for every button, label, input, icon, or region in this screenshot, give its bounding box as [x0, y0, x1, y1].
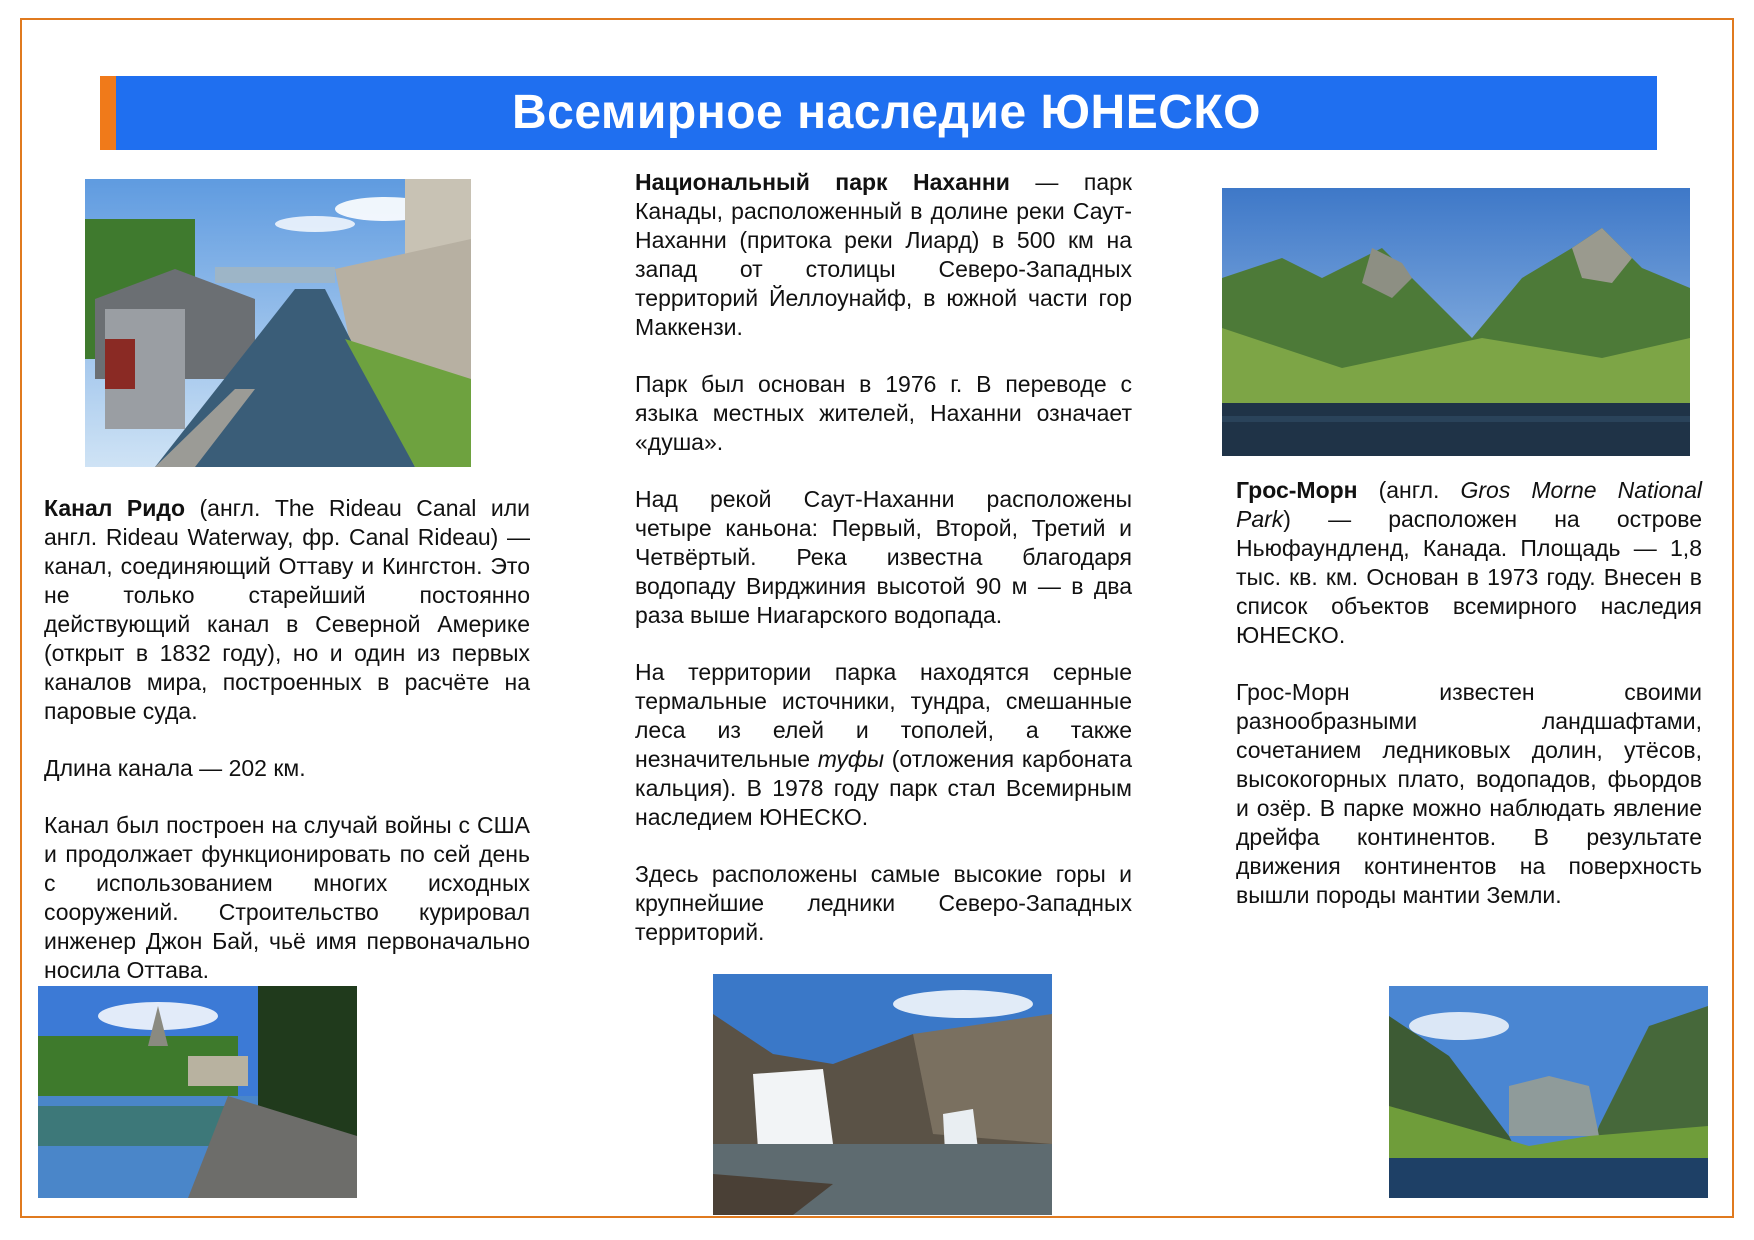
- virginia-falls-photo: [713, 974, 1052, 1215]
- page-title: Всемирное наследие ЮНЕСКО: [511, 86, 1262, 139]
- gros-morne-text: [1236, 476, 1702, 938]
- nahanni-paragraph-1: Национальный парк Наханни — парк Канады, расположенный в долине реки Саут-Наханни (притока реки Лиард) в 500 км на запад от столицы Северо-Западных территорий Йеллоунайф, в южной части гор Маккензи.: [635, 169, 1132, 340]
- rideau-name: Канал Ридо: [44, 495, 186, 521]
- rideau-paragraph-3: Канал был построен на случай войны с США и продолжает функционировать по сей день с использованием многих исходных сооружений. Строительство курировал инженер Джон Бай, чьё имя первоначально носила Оттава.: [44, 812, 530, 983]
- nahanni-paragraph-5: Здесь расположены самые высокие горы и крупнейшие ледники Северо-Западных территорий.: [635, 861, 1132, 945]
- nahanni-name: Национальный парк Наханни: [635, 169, 1010, 195]
- rideau-paragraph-2: Длина канала — 202 км.: [44, 755, 306, 781]
- ottawa-canal-photo: [38, 986, 357, 1198]
- title-banner-accent: [100, 76, 116, 150]
- gros-morne-name: Грос-Морн: [1236, 477, 1358, 503]
- gros-morne-paragraph-1: Грос-Морн (англ. Gros Morne National Park) — расположен на острове Ньюфаундленд, Канада. Площадь — 1,8 тыс. кв. км. Основан в 1973 году. Внесен в список объектов всемирного наследия ЮНЕСКО.: [1236, 477, 1702, 648]
- nahanni-paragraph-4: На территории парка находятся серные термальные источники, тундра, смешанные леса из елей и тополей, а также незначительные туфы (отложения карбоната кальция). В 1978 году парк стал Всемирным наследием ЮНЕСКО.: [635, 659, 1132, 830]
- rideau-canal-text: [44, 494, 530, 1013]
- nahanni-paragraph-3: Над рекой Саут-Наханни расположены четыре каньона: Первый, Второй, Третий и Четвёртый. Река известна благодаря водопаду Вирджиния высотой 90 м — в два раза выше Ниагарского водопада.: [635, 486, 1132, 628]
- gros-morne-mountain-photo: [1222, 188, 1690, 456]
- gros-morne-fjord-photo: [1389, 986, 1708, 1198]
- gros-morne-paragraph-2: Грос-Морн известен своими разнообразными ландшафтами, сочетанием ледниковых долин, утёсов, высокогорных плато, водопадов, фьордов и озёр. В парке можно наблюдать явление дрейфа континентов. В результате движения континентов на поверхность вышли породы мантии Земли.: [1236, 679, 1702, 908]
- nahanni-paragraph-2: Парк был основан в 1976 г. В переводе с языка местных жителей, Наханни означает «душа».: [635, 371, 1132, 455]
- rideau-paragraph-1: Канал Ридо (англ. The Rideau Canal или англ. Rideau Waterway, фр. Canal Rideau) — канал, соединяющий Оттаву и Кингстон. Это не только старейший постоянно действующий канал в Северной Америке (открыт в 1832 году), но и один из первых каналов мира, построенных в расчёте на паровые суда.: [44, 495, 530, 724]
- rideau-canal-photo: [85, 179, 471, 467]
- nahanni-text: [635, 168, 1132, 975]
